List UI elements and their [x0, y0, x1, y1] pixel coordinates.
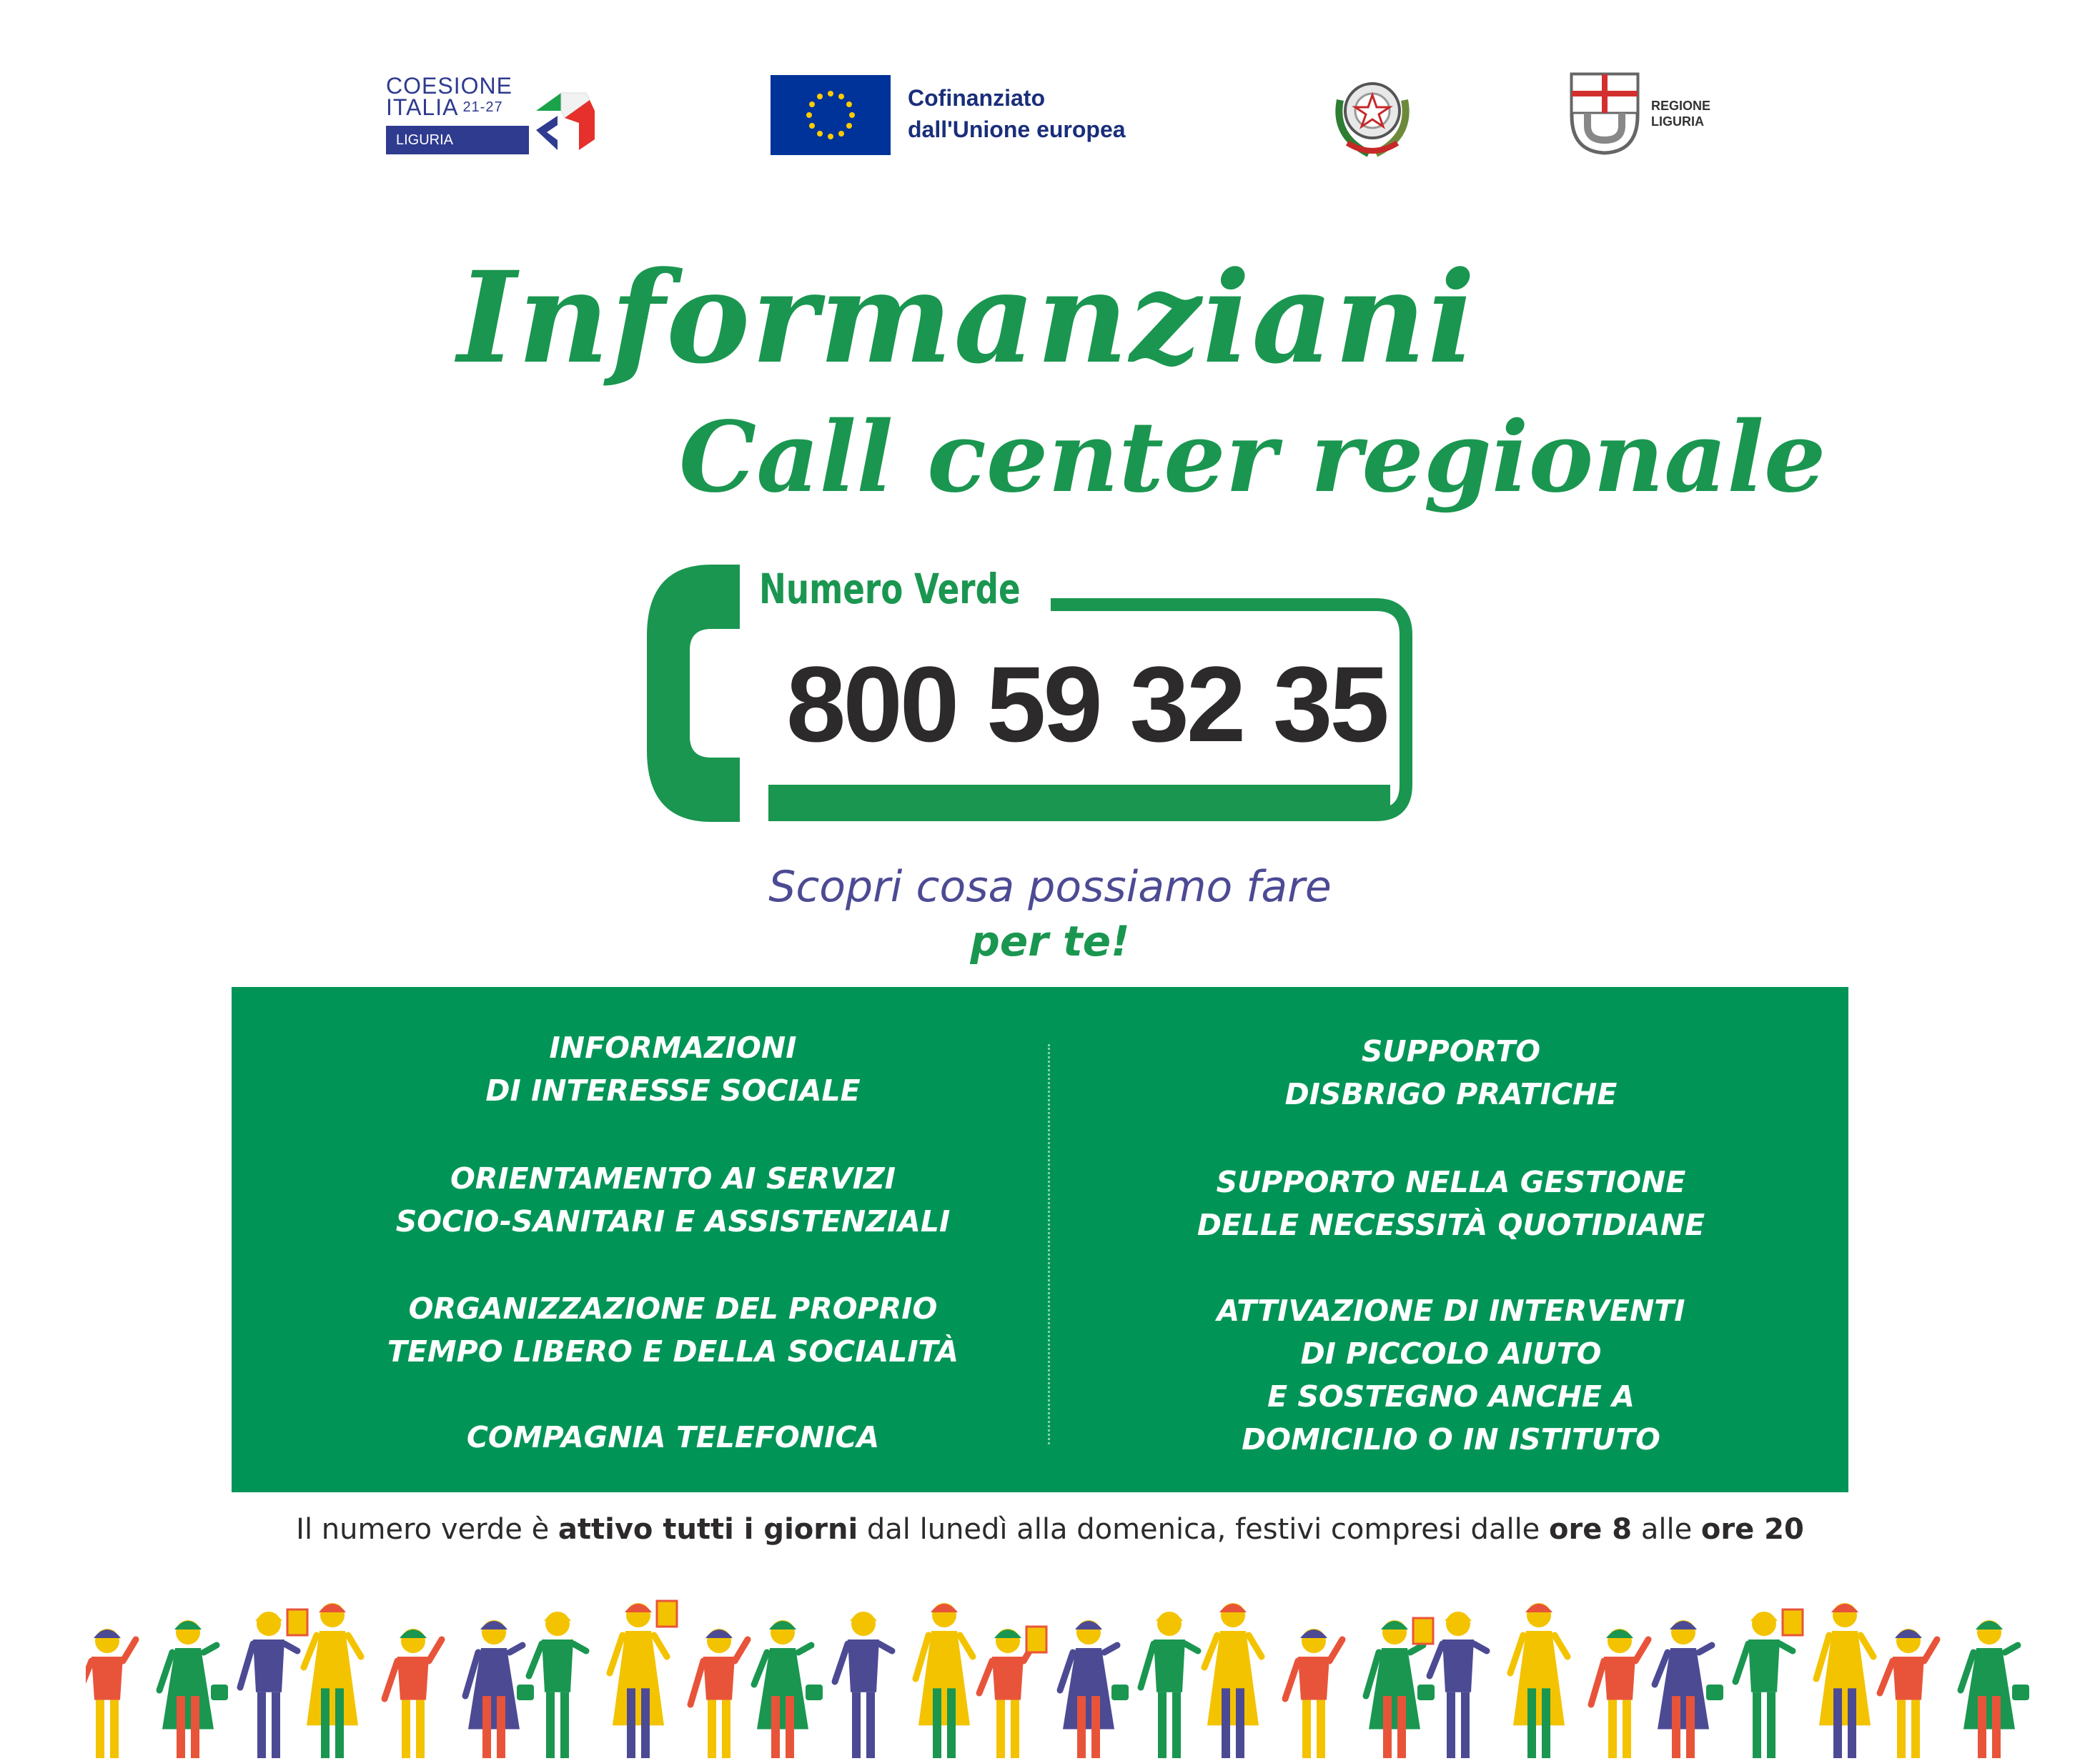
coesione-line2: ITALIA	[386, 94, 459, 120]
service-item	[232, 1416, 1114, 1459]
service-line: ATTIVAZIONE DI INTERVENTI	[1217, 1294, 1685, 1328]
service-line: DISBRIGO PRATICHE	[1284, 1077, 1618, 1111]
regione-liguria-logo	[1569, 71, 1740, 161]
services-box	[232, 987, 1848, 1492]
coesione-arrows-icon	[522, 71, 608, 157]
service-item	[1054, 1289, 1848, 1461]
person-figure	[1366, 1618, 1435, 1758]
service-line: SUPPORTO	[1361, 1034, 1541, 1068]
phone-number[interactable]: 800 59 32 35	[786, 644, 1387, 764]
service-line: SOCIO-SANITARI E ASSISTENZIALI	[395, 1204, 951, 1239]
eu-flag-icon	[771, 75, 891, 155]
liguria-shield-icon	[1569, 71, 1640, 156]
service-line: SUPPORTO NELLA GESTIONE	[1216, 1165, 1686, 1199]
eu-cofinanziato-logo	[771, 75, 1171, 157]
person-figure	[754, 1620, 823, 1758]
italian-republic-emblem-icon	[1326, 71, 1419, 161]
service-line: ORGANIZZAZIONE DEL PROPRIO	[408, 1291, 938, 1326]
service-line: COMPAGNIA TELEFONICA	[466, 1420, 880, 1454]
person-figure	[1285, 1629, 1342, 1758]
person-figure	[1735, 1609, 1803, 1758]
person-figure	[385, 1629, 442, 1758]
telephone-handset-icon	[647, 565, 740, 822]
tagline-line1: Scopri cosa possiamo fare	[768, 862, 1332, 912]
availability-note: Il numero verde è attivo tutti i giorni dal lunedì alla domenica, festivi compresi dalle ore 8 alle ore 20	[296, 1513, 1804, 1546]
service-line: E SOSTEGNO ANCHE A	[1267, 1379, 1635, 1414]
numero-verde-label: Numero Verde	[759, 565, 1021, 613]
person-figure	[610, 1601, 677, 1758]
person-figure	[86, 1629, 136, 1758]
person-figure	[465, 1620, 534, 1758]
regione-line1: REGIONE	[1651, 99, 1711, 113]
service-line: DOMICILIO O IN ISTITUTO	[1242, 1422, 1660, 1457]
person-figure	[1816, 1603, 1873, 1758]
services-left-column	[232, 987, 1114, 1492]
person-figure	[1510, 1603, 1567, 1758]
coesione-italia-logo	[386, 71, 608, 157]
person-figure	[1591, 1629, 1648, 1758]
subtitle: Call center regionale	[679, 400, 1826, 515]
person-figure	[159, 1620, 228, 1758]
person-figure	[240, 1609, 307, 1758]
service-line: DELLE NECESSITÀ QUOTIDIANE	[1197, 1208, 1705, 1242]
person-figure	[1961, 1620, 2029, 1758]
person-figure	[1204, 1603, 1262, 1758]
person-figure	[1880, 1629, 1937, 1758]
person-figure	[1141, 1612, 1198, 1758]
services-right-column	[1054, 987, 1848, 1492]
service-item	[1054, 1030, 1848, 1116]
coesione-region: LIGURIA	[396, 132, 454, 148]
person-figure	[304, 1603, 361, 1758]
person-figure	[1430, 1612, 1487, 1758]
person-figure	[1655, 1620, 1723, 1758]
person-figure	[529, 1612, 586, 1758]
person-figure	[1060, 1620, 1129, 1758]
service-item	[232, 1287, 1114, 1373]
coesione-line1: COESIONE	[386, 73, 512, 99]
tagline-line2: per te!	[970, 917, 1130, 966]
person-figure	[979, 1627, 1046, 1758]
service-line: DI PICCOLO AIUTO	[1300, 1336, 1602, 1371]
service-item	[1054, 1161, 1848, 1246]
service-line: INFORMAZIONI	[549, 1031, 797, 1065]
regione-line2: LIGURIA	[1651, 114, 1704, 129]
coesione-years: 21-27	[462, 99, 503, 115]
service-item	[232, 1157, 1114, 1243]
person-figure	[690, 1629, 748, 1758]
person-figure	[916, 1603, 973, 1758]
service-item	[232, 1026, 1114, 1112]
service-line: TEMPO LIBERO E DELLA SOCIALITÀ	[387, 1334, 959, 1369]
person-figure	[835, 1612, 892, 1758]
service-line: ORIENTAMENTO AI SERVIZI	[450, 1161, 896, 1196]
people-illustration	[86, 1565, 2087, 1761]
service-line: DI INTERESSE SOCIALE	[485, 1073, 861, 1108]
main-title: Informanziani	[457, 244, 1477, 392]
eu-text-line1: Cofinanziato	[908, 85, 1045, 111]
eu-text-line2: dall'Unione europea	[908, 116, 1126, 142]
